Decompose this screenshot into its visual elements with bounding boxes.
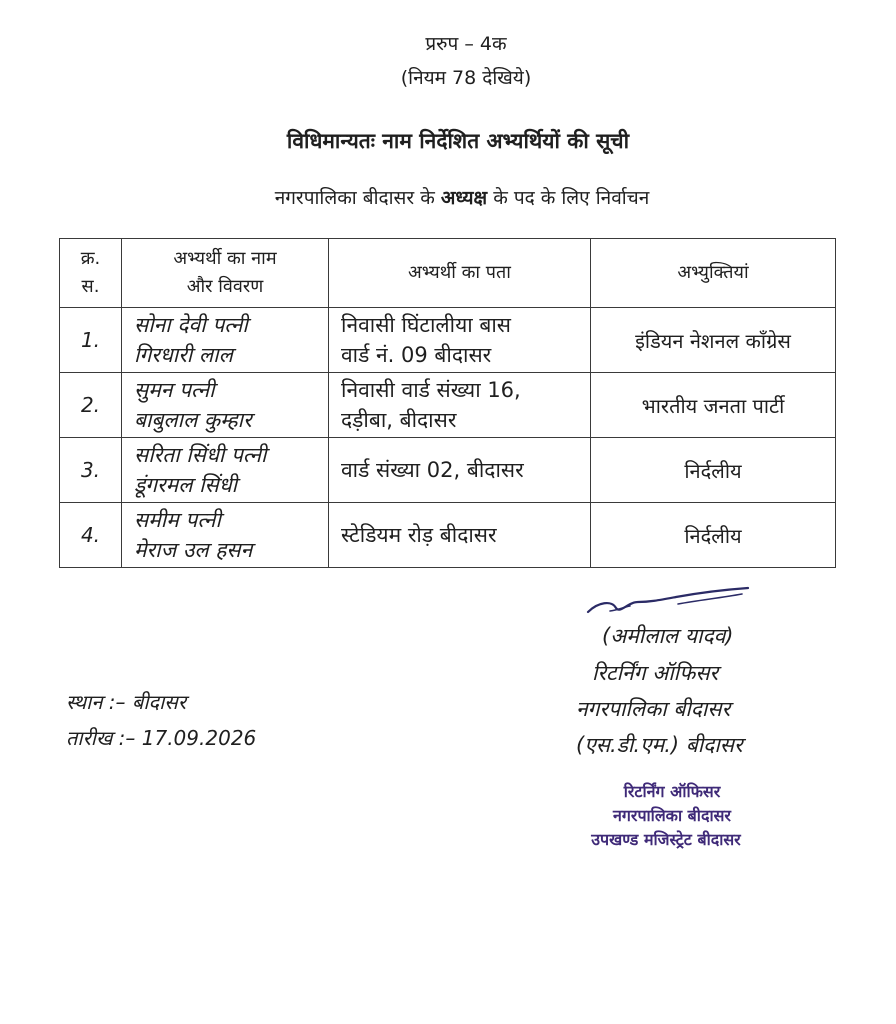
header-remarks: अभ्युक्तियां [591,239,836,308]
row-name [122,438,329,503]
row-address-line1: निवासी वार्ड संख्या 16, [341,378,521,402]
row-address-line1: वार्ड संख्या 02, बीदासर [341,458,524,482]
row-address [329,438,591,503]
row-address [329,373,591,438]
row-name [122,373,329,438]
subtitle-post-name: अध्यक्ष [440,187,488,209]
row-address [329,503,591,568]
subtitle-pre: नगरपालिका बीदासर के [274,187,441,209]
row-name-line2: मेराज उल हसन [134,538,253,562]
row-address-line2: वार्ड नं. 09 बीदासर [341,343,492,367]
row-name-line2: बाबुलाल कुम्हार [134,408,252,432]
signatory-office: नगरपालिका बीदासर [576,697,731,721]
row-name-line1: सोना देवी पत्नी [134,313,248,337]
table-row [60,308,836,373]
row-name-line1: समीम पत्नी [134,508,221,532]
row-address-line1: स्टेडियम रोड़ बीदासर [341,523,497,547]
table-row [60,438,836,503]
row-address-line1: निवासी घिंटालीया बास [341,313,511,337]
signatory-name: (अमीलाल यादव) [602,624,734,648]
row-name-line2: गिरधारी लाल [134,343,233,367]
row-remarks: निर्दलीय [591,438,836,503]
place-label: स्थान :– बीदासर [66,690,186,714]
header-name-line2: और विवरण [186,276,264,297]
signatory-designation: रिटर्निंग ऑफिसर [592,661,719,685]
header-sno-line1: क्र. [80,248,101,269]
row-address-line2: दड़ीबा, बीदासर [341,408,457,432]
table-header-row [60,239,836,308]
document-subtitle [14,184,896,210]
official-stamp-line2: नगरपालिका बीदासर [613,806,731,825]
table-row [60,503,836,568]
header-name [122,239,329,308]
header-sno-line2: स. [81,276,100,297]
row-remarks: भारतीय जनता पार्टी [591,373,836,438]
header-address: अभ्यर्थी का पता [329,239,591,308]
official-stamp-line1: रिटर्निंग ऑफिसर [623,782,721,801]
row-name-line2: डूंगरमल सिंधी [134,473,238,497]
header-name-line1: अभ्यर्थी का नाम [173,248,277,269]
row-sno: 2. [60,373,122,438]
row-remarks: निर्दलीय [591,503,836,568]
row-sno: 3. [60,438,122,503]
candidates-table [59,238,836,568]
row-name-line1: सरिता सिंधी पत्नी [134,443,267,467]
row-sno: 4. [60,503,122,568]
official-stamp-line3: उपखण्ड मजिस्ट्रेट बीदासर [591,830,741,849]
document-title: विधिमान्यतः नाम निर्देशित अभ्यर्थियों की सूची [286,129,630,153]
row-name [122,503,329,568]
row-name [122,308,329,373]
handwritten-signature [580,580,770,624]
form-number: प्ररुप – 4क [425,33,507,55]
row-address [329,308,591,373]
table-row [60,373,836,438]
rule-reference: (नियम 78 देखिये) [400,67,532,89]
date-label: तारीख :– 17.09.2026 [66,726,257,750]
signatory-sdm: (एस.डी.एम.) बीदासर [576,733,743,757]
row-sno: 1. [60,308,122,373]
row-remarks: इंडियन नेशनल कॉंग्रेस [591,308,836,373]
subtitle-post: के पद के लिए निर्वाचन [487,187,650,209]
header-sno [60,239,122,308]
row-name-line1: सुमन पत्नी [134,378,215,402]
